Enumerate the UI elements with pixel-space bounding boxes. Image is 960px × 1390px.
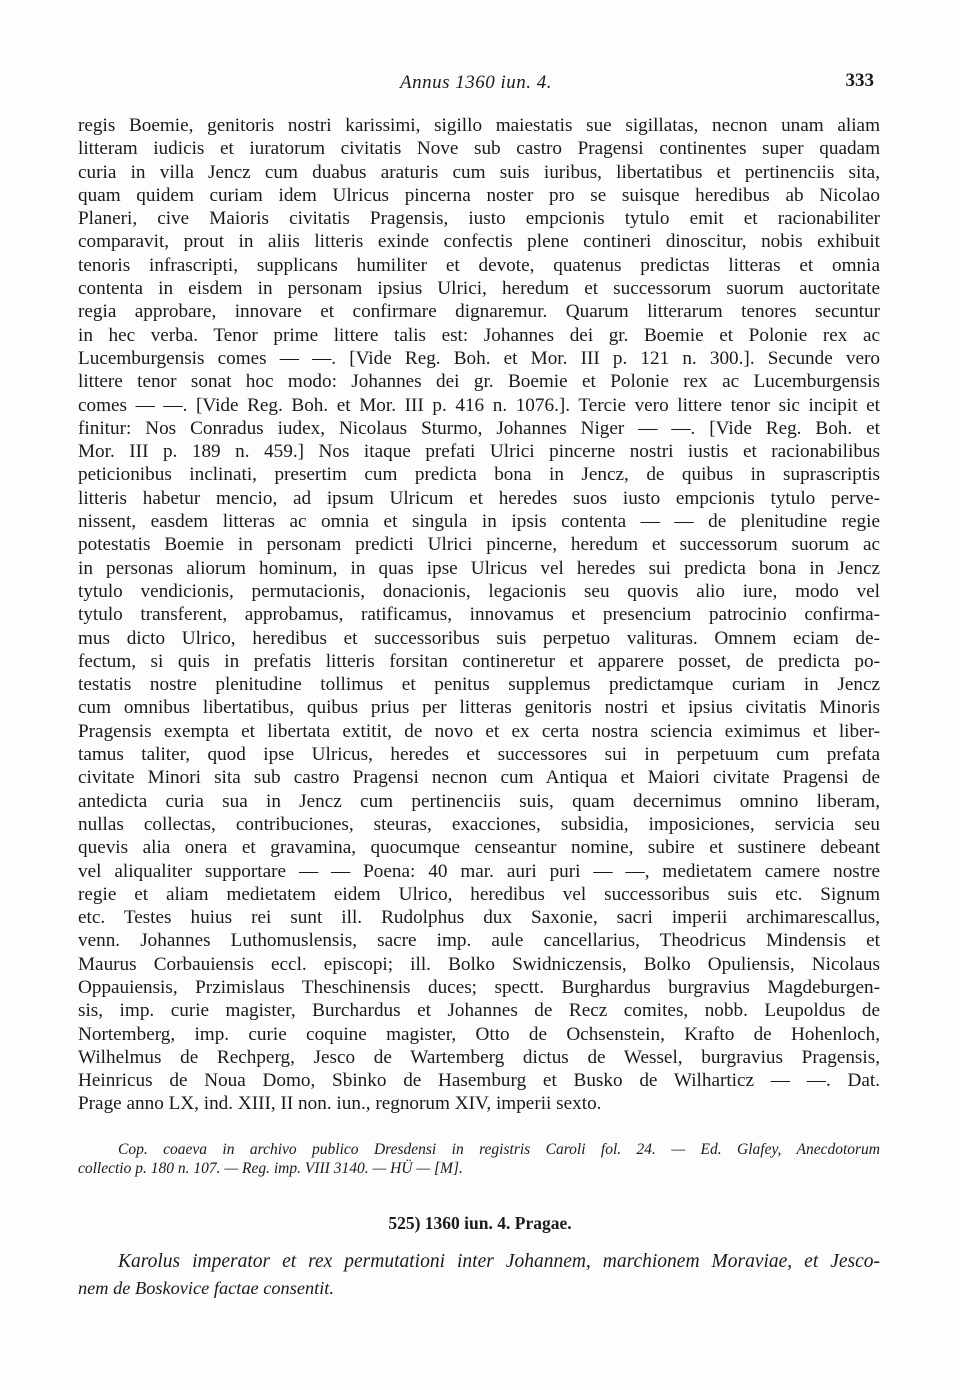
- body-text-line: Planeri, cive Maioris civitatis Pragensis, iusto empcionis tytulo emit et racionabiliter: [78, 208, 880, 230]
- body-text-line: Wilhelmus de Rechperg, Jesco de Wartemberg dictus de Wessel, burgravius Pragensis,: [78, 1046, 880, 1068]
- body-text-line: quevis alia onera et gravamina, quocumque censeantur nomine, subire et sustinere debeant: [78, 837, 880, 859]
- page-header: [78, 68, 878, 98]
- body-text-line: regia approbare, innovare et confirmare dignaremur. Quarum litterarum tenores secuntur: [78, 301, 880, 323]
- running-head: Annus 1360 iun. 4.: [400, 72, 553, 93]
- body-text-line: fectum, si quis in prefatis litteris forsitan contineretur et apparere posset, de predicta po-: [78, 650, 880, 672]
- body-text-line: venn. Johannes Luthomuslensis, sacre imp. aule cancellarius, Theodricus Mindensis et: [78, 930, 880, 952]
- body-text-line: etc. Testes huius rei sunt ill. Rudolphus dux Saxonie, sacri imperii archimarescallus,: [78, 907, 880, 929]
- body-text-line: Pragensis exempta et libertata extitit, de novo et ex certa nostra sciencia eximimus et liber-: [78, 720, 880, 742]
- body-text-line: comparavit, prout in aliis litteris exinde confectis plene contineri dinoscitur, nobis exhibuit: [78, 231, 880, 253]
- regest-summary: [78, 1249, 880, 1301]
- body-text-line: curia in villa Jencz cum duabus araturis cum suis iuribus, libertatibus et pertinenciis sita,: [78, 161, 880, 183]
- body-text-line: potestatis Boemie in personam predicti Ulrici pincerne, heredum et successorum suorum ac: [78, 534, 880, 556]
- body-text-line: comes — —. [Vide Reg. Boh. et Mor. III p. 416 n. 1076.]. Tercie vero littere tenor sic incipit et: [78, 394, 880, 416]
- body-text-line: Nortemberg, imp. curie coquine magister, Otto de Ochsenstein, Krafto de Hohenloch,: [78, 1023, 880, 1045]
- source-note: [78, 1140, 880, 1178]
- body-text-line: testatis nostre plenitudine tollimus et penitus supplemus predictamque curiam in Jencz: [78, 674, 880, 696]
- main-text: [78, 114, 880, 1116]
- body-text-line: tamus taliter, quod ipse Ulricus, heredes et successores sui in perpetuum cum prefata: [78, 744, 880, 766]
- body-text-line: peticionibus inclinati, presertim cum predicta bona in Jencz, de quibus in suprascriptis: [78, 464, 880, 486]
- body-text-line: civitate Minori sita sub castro Pragensi necnon cum Antiqua et Maiori civitate Pragensi de: [78, 767, 880, 789]
- body-text-line: Mor. III p. 189 n. 459.] Nos itaque prefati Ulrici pincerne nostri iustis et racionabilibus: [78, 441, 880, 463]
- body-text-line: antedicta curia sua in Jencz cum pertinenciis suis, quam decernimus omnino liberam,: [78, 790, 880, 812]
- body-text-line: Heinricus de Noua Domo, Sbinko de Hasemburg et Busko de Wilharticz — —. Dat.: [78, 1070, 880, 1092]
- note-line: collectio p. 180 n. 107. — Reg. imp. VIII 3140. — HÜ — [M].: [78, 1160, 463, 1177]
- body-text-line: regis Boemie, genitoris nostri karissimi, sigillo maiestatis sue sigillatas, necnon unam aliam: [78, 115, 880, 136]
- body-text-line: mus dicto Ulrico, heredibus et successoribus suis perpetuo valituras. Omnem eciam de-: [78, 627, 880, 649]
- body-text-line: litteris habetur mencio, ad ipsum Ulricum et heredes suos iusto empcionis tytulo perve-: [78, 487, 880, 509]
- regest-line: Karolus imperator et rex permutationi inter Johannem, marchionem Moraviae, et Jesco-: [118, 1251, 880, 1272]
- body-text-line: in personas aliorum hominum, in quas ipse Ulricus vel heredes sui predicta bona in Jencz: [78, 557, 880, 579]
- body-text-line: nullas collectas, contribuciones, steuras, exacciones, subsidia, imposiciones, servicia seu: [78, 813, 880, 835]
- body-text-line: quam quidem curiam idem Ulricus pincerna noster pro se suisque heredibus ab Nicolao: [78, 184, 880, 206]
- body-text-line: Oppauiensis, Przimislaus Theschinensis duces; spectt. Burghardus burgravius Magdeburgen-: [78, 976, 880, 998]
- body-text-line: tytulo vendicionis, permutacionis, donacionis, legacionis seu quovis alio iure, modo vel: [78, 580, 880, 602]
- body-text-line: regie et aliam medietatem eidem Ulrico, heredibus vel successoribus suis etc. Signum: [78, 883, 880, 905]
- note-line: Cop. coaeva in archivo publico Dresdensi in registris Caroli fol. 24. — Ed. Glafey, Anecdotorum: [118, 1141, 880, 1158]
- body-text-line: Prage anno LX, ind. XIII, II non. iun., regnorum XIV, imperii sexto.: [78, 1093, 602, 1115]
- body-text-line: cum omnibus libertatibus, quibus prius per litteras genitoris nostri et ipsius civitatis Minoris: [78, 697, 880, 719]
- body-text-line: nissent, easdem litteras ac omnia et singula in ipsis contenta — — de plenitudine regie: [78, 511, 880, 533]
- body-text-line: Maurus Corbauiensis eccl. episcopi; ill. Bolko Swidniczensis, Bolko Opuliensis, Nicolaus: [78, 953, 880, 975]
- body-text-line: litteram iudicis et iuratorum civitatis Nove sub castro Pragensi continentes super quadam: [78, 138, 880, 160]
- body-text-line: finitur: Nos Conradus iudex, Nicolaus Sturmo, Johannes Niger — —. [Vide Reg. Boh. et: [78, 417, 880, 439]
- page-number: 333: [845, 70, 874, 91]
- body-text-line: contenta in eisdem in personam ipsius Ulrici, heredum et successorum suorum auctoritate: [78, 278, 880, 300]
- body-text-line: littere tenor sonat hoc modo: Johannes dei gr. Boemie et Polonie rex ac Lucemburgensis: [78, 371, 880, 393]
- body-text-line: sis, imp. curie magister, Burchardus et Johannes de Recz comites, nobb. Leupoldus de: [78, 1000, 880, 1022]
- body-text-line: tytulo transferent, approbamus, ratificamus, innovamus et presencium patrocinio confirma-: [78, 604, 880, 626]
- body-text-line: Lucemburgensis comes — —. [Vide Reg. Boh. et Mor. III p. 121 n. 300.]. Secunde vero: [78, 347, 880, 369]
- body-text-line: in hec verba. Tenor prime littere talis est: Johannes dei gr. Boemie et Polonie rex ac: [78, 324, 880, 346]
- body-text-line: vel aliqualiter supportare — — Poena: 40 mar. auri puri — —, medietatem camere nostre: [78, 860, 880, 882]
- regest-line: nem de Boskovice factae consentit.: [78, 1278, 334, 1298]
- body-text-line: tenoris infrascripti, supplicans humiliter et devote, quatenus predictas litteras et omnia: [78, 254, 880, 276]
- entry-heading: 525) 1360 iun. 4. Pragae.: [388, 1213, 572, 1233]
